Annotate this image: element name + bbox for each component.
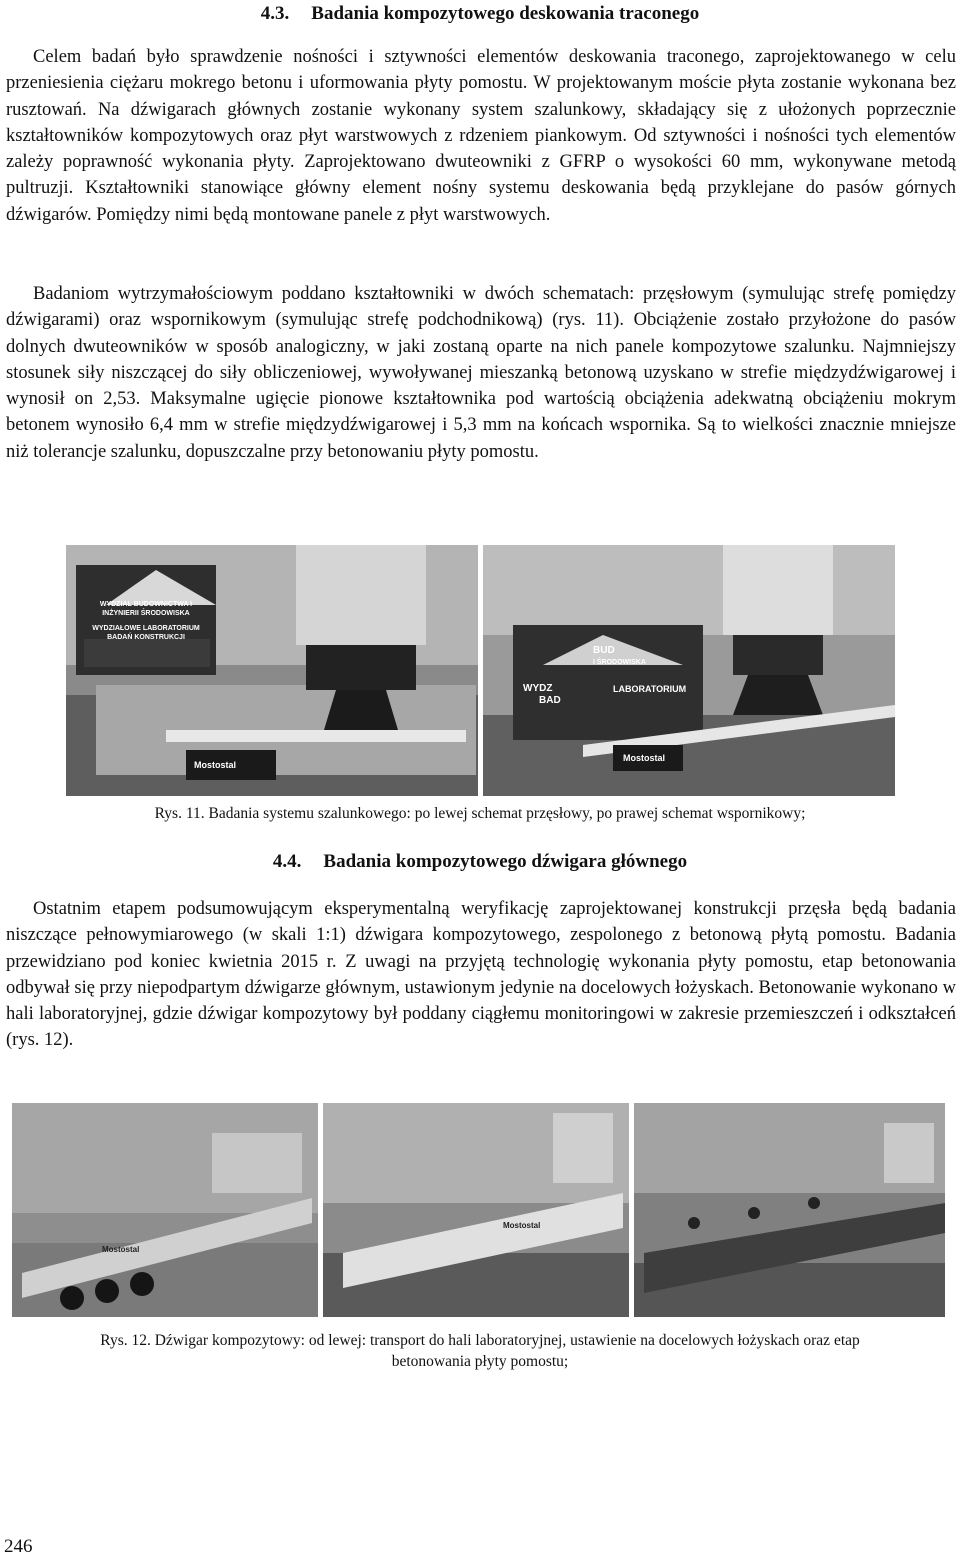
transport-photo — [12, 1103, 318, 1317]
banner-text-right: BUD I ŚRODOWISKA WYDZ BAD LABORATORIUM — [523, 645, 687, 706]
section-heading-4-4 — [0, 850, 960, 874]
section-title: Badania kompozytowego dźwigara głównego — [323, 851, 688, 872]
brand-label-photo-2: Mostostal — [503, 1221, 541, 1230]
section-number: 4.3. — [260, 3, 290, 24]
figure-11-caption: Rys. 11. Badania systemu szalunkowego: po lewej schemat przęsłowy, po prawej schemat wspornikowy; — [154, 805, 806, 822]
page-number: 246 — [4, 1536, 33, 1557]
section-number: 4.4. — [272, 851, 302, 872]
concreting-photo — [634, 1103, 945, 1317]
brand-label-right: Mostostal — [623, 753, 666, 763]
paragraph-2: Badaniom wytrzymałościowym poddano kształtowniki w dwóch schematach: przęsłowym (symulując strefę pomiędzy dźwigarami) oraz wspornikowym (symulując strefę podchodnikową) (rys. 11). Obciążenie zostało przyłożone do pasów dolnych dwuteowników w sposób analogiczny, w jaki zostaną oparte na nich panele kompozytowe szalunku. Najmniejszy stosunek siły niszczącej do siły obliczeniowej, wywoływanej mieszanką betonową uzyskano w strefie międzydźwigarowej i wynosił on 2,53. Maksymalne ugięcie pionowe kształtownika pod wartością obciążenia adekwatną obciążeniu mokrym betonem wynosiło 6,4 mm w strefie międzydźwigarowej i 5,3 mm na końcach wspornika. Są to wielkości znacznie mniejsze niż tolerancje szalunku, dopuszczalne przy betonowaniu płyty pomostu. — [6, 284, 956, 462]
section-heading-4-3 — [0, 2, 960, 26]
figure-12-photo-bearings — [323, 1103, 629, 1317]
lab-test-photo-span — [66, 545, 478, 796]
brand-label-left: Mostostal — [194, 760, 237, 770]
figure-11-right-photo — [483, 545, 895, 796]
figure-11-left-photo — [66, 545, 478, 796]
paragraph-1: Celem badań było sprawdzenie nośności i sztywności elementów deskowania traconego, zaprojektowanego w celu przeniesienia ciężaru mokrego betonu i uformowania płyty pomostu. W projektowanym moście płyta zostanie wykonana bez rusztowań. Na dźwigarach głównych zostanie wykonany system szalunkowy, składający się z ułożonych poprzecznie kształtowników kompozytowych oraz płyt warstwowych z rdzeniem piankowym. Od sztywności i nośności tych elementów zależy poprawność wykonania płyty. Zaprojektowano dwuteowniki z GFRP o wysokości 60 mm, wykonywane metodą pultruzji. Kształtowniki stanowiące główny element nośny systemu deskowania będą przyklejane do pasów górnych dźwigarów. Pomiędzy nimi będą montowane panele z płyt warstwowych. — [6, 47, 956, 225]
figure-12-caption-line-2: betonowania płyty pomostu; — [391, 1353, 569, 1370]
section-title: Badania kompozytowego deskowania traconego — [311, 3, 700, 24]
paragraph-3: Ostatnim etapem podsumowującym eksperymentalną weryfikację zaprojektowanej konstrukcji przęsła będą badania niszczące pełnowymiarowego (w skali 1:1) dźwigara kompozytowego, zespolonego z betonową płytą pomostu. Badania przewidziano pod koniec kwietnia 2015 r. Z uwagi na przyjętą technologię wykonania płyty pomostu, etap betonowania odbywał się przy niepodpartym dźwigarze głównym, ustawionym jedynie na docelowych łożyskach. Betonowanie wykonano w hali laboratoryjnej, gdzie dźwigar kompozytowy był poddany ciągłemu monitoringowi w zakresie przemieszczeń i odkształceń (rys. 12). — [6, 899, 956, 1051]
bearings-photo — [323, 1103, 629, 1317]
figure-12-caption — [0, 1330, 960, 1372]
brand-label-photo-1: Mostostal — [102, 1245, 140, 1254]
figure-12-photo-concreting — [634, 1103, 945, 1317]
banner-text-left: WYDZIAŁ BUDOWNICTWA I INŻYNIERII ŚRODOWISKA WYDZIAŁOWE LABORATORIUM BADAŃ KONSTRUKCJI — [92, 601, 200, 641]
figure-12-photo-transport — [12, 1103, 318, 1317]
figure-12-caption-line-1: Rys. 12. Dźwigar kompozytowy: od lewej: transport do hali laboratoryjnej, ustawienie na docelowych łożyskach oraz etap — [100, 1332, 860, 1349]
